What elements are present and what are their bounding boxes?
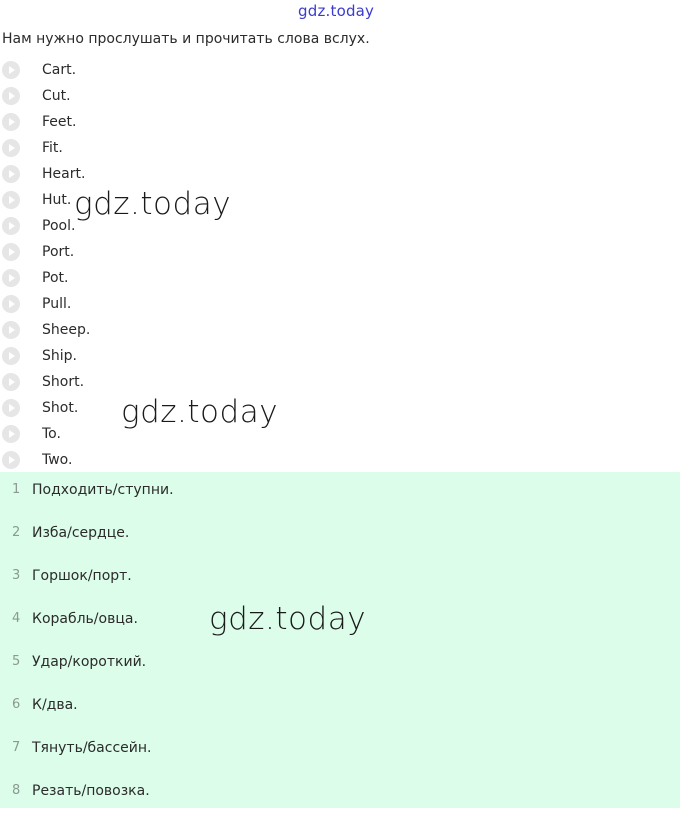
word-text: Ship.	[42, 348, 77, 364]
word-item	[0, 292, 680, 318]
watermark: gdz.today	[121, 394, 279, 430]
play-icon[interactable]	[2, 61, 20, 79]
word-text: Cart.	[42, 62, 77, 78]
answer-number: 7	[12, 740, 21, 755]
play-icon[interactable]	[2, 451, 20, 469]
answer-number: 8	[12, 783, 21, 798]
play-icon[interactable]	[2, 191, 20, 209]
word-item	[0, 344, 680, 370]
play-icon[interactable]	[2, 269, 20, 287]
intro-text: Нам нужно прослушать и прочитать слова вслух.	[2, 31, 370, 47]
answer-row	[0, 773, 680, 816]
word-item	[0, 58, 680, 84]
play-icon[interactable]	[2, 399, 20, 417]
answer-number: 2	[12, 525, 21, 540]
word-item	[0, 266, 680, 292]
play-icon[interactable]	[2, 373, 20, 391]
answer-number: 6	[12, 697, 21, 712]
word-item	[0, 162, 680, 188]
answers-section	[0, 472, 680, 808]
word-text: Port.	[42, 244, 75, 260]
word-text: Heart.	[42, 166, 86, 182]
answer-row	[0, 558, 680, 601]
play-icon[interactable]	[2, 113, 20, 131]
answer-text: Резать/повозка.	[32, 783, 150, 799]
answer-row	[0, 515, 680, 558]
word-item	[0, 84, 680, 110]
answer-text: Подходить/ступни.	[32, 482, 174, 498]
answer-number: 5	[12, 654, 21, 669]
word-text: Pot.	[42, 270, 69, 286]
word-item	[0, 318, 680, 344]
word-list	[0, 58, 680, 474]
play-icon[interactable]	[2, 321, 20, 339]
word-item	[0, 422, 680, 448]
word-item	[0, 240, 680, 266]
word-item	[0, 396, 680, 422]
answer-text: Удар/короткий.	[32, 654, 147, 670]
answer-text: К/два.	[32, 697, 78, 713]
play-icon[interactable]	[2, 295, 20, 313]
word-text: Two.	[42, 452, 73, 468]
answer-row	[0, 472, 680, 515]
watermark: gdz.today	[209, 601, 367, 637]
word-text: Feet.	[42, 114, 77, 130]
top-watermark: gdz.today	[298, 2, 375, 20]
answer-row	[0, 730, 680, 773]
word-text: Short.	[42, 374, 85, 390]
answer-text: Корабль/овца.	[32, 611, 138, 627]
word-item	[0, 370, 680, 396]
answer-number: 1	[12, 482, 21, 497]
play-icon[interactable]	[2, 425, 20, 443]
answer-row	[0, 644, 680, 687]
watermark: gdz.today	[74, 186, 232, 222]
answer-number: 3	[12, 568, 21, 583]
word-item	[0, 448, 680, 474]
word-text: Pull.	[42, 296, 72, 312]
answer-text: Изба/сердце.	[32, 525, 130, 541]
play-icon[interactable]	[2, 165, 20, 183]
answer-row	[0, 687, 680, 730]
answer-text: Горшок/порт.	[32, 568, 132, 584]
answer-text: Тянуть/бассейн.	[32, 740, 152, 756]
word-item	[0, 110, 680, 136]
word-text: Shot.	[42, 400, 79, 416]
play-icon[interactable]	[2, 347, 20, 365]
play-icon[interactable]	[2, 87, 20, 105]
answer-number: 4	[12, 611, 21, 626]
word-text: Fit.	[42, 140, 63, 156]
word-text: To.	[42, 426, 61, 442]
play-icon[interactable]	[2, 139, 20, 157]
play-icon[interactable]	[2, 243, 20, 261]
word-text: Pool.	[42, 218, 76, 234]
play-icon[interactable]	[2, 217, 20, 235]
word-text: Cut.	[42, 88, 71, 104]
word-text: Hut.	[42, 192, 72, 208]
word-text: Sheep.	[42, 322, 91, 338]
word-item	[0, 136, 680, 162]
